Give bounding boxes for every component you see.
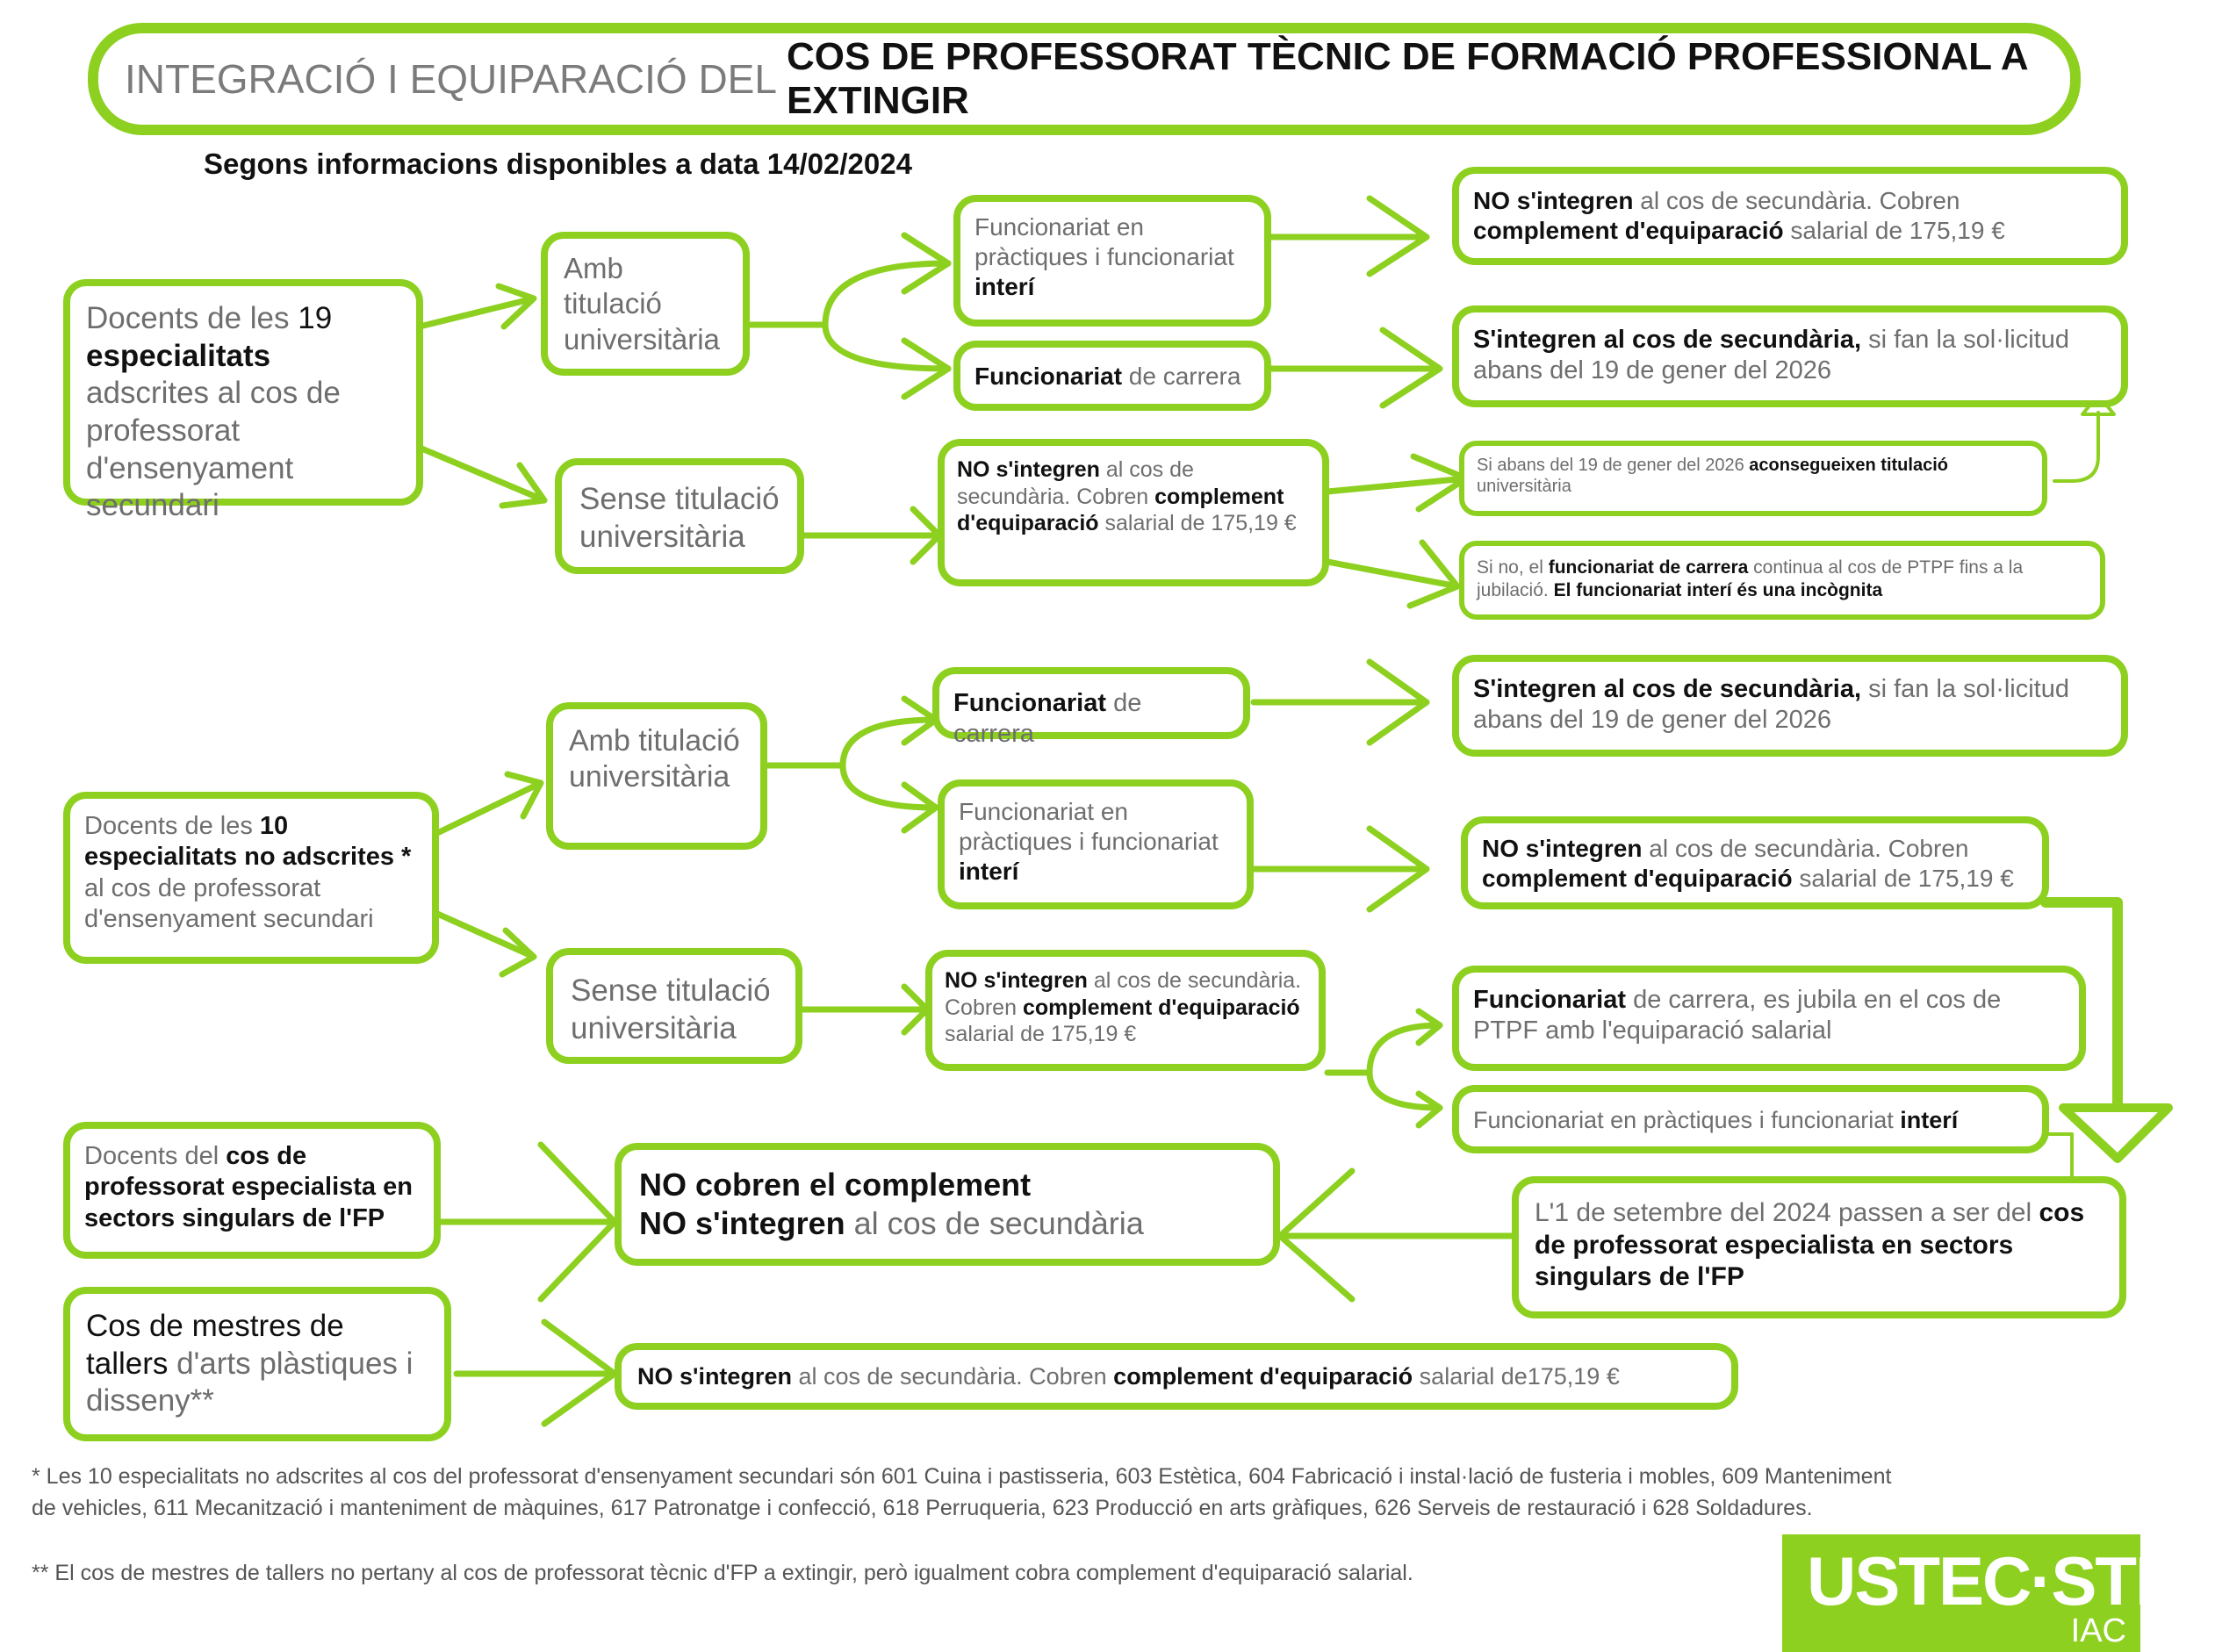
group-b-carrera-jubila bbox=[1452, 966, 2086, 1071]
group-a-amb-titulacio: Amb titulació universitària bbox=[541, 232, 750, 376]
text: complement d'equiparació bbox=[957, 484, 1284, 535]
text: El funcionariat interí és una incògnita bbox=[1553, 579, 1883, 600]
text: L'1 de setembre del 2024 passen a ser del bbox=[1535, 1198, 2039, 1227]
text: Funcionariat en pràctiques i funcionariat bbox=[959, 798, 1219, 856]
text: NO s'integren bbox=[639, 1204, 845, 1241]
arrow-a-return bbox=[2054, 413, 2098, 481]
group-b-source bbox=[63, 792, 439, 964]
text: NO s'integren bbox=[1473, 187, 1634, 214]
group-b-practiques-result bbox=[1461, 816, 2049, 909]
group-b-sense-result bbox=[925, 950, 1326, 1071]
text: Funcionariat bbox=[953, 689, 1107, 717]
no-cobren-line: NO cobren el complement bbox=[639, 1167, 1032, 1203]
text: si fan la sol·licitud abans del 19 de gener del 2026 bbox=[1473, 675, 2069, 735]
text: si fan la sol·licitud abans del 19 de gener del 2026 bbox=[1473, 326, 2069, 385]
text: al cos de secundària. Cobren bbox=[1633, 187, 1960, 214]
text: salarial de 175,19 € bbox=[1792, 865, 2014, 893]
text: Funcionariat bbox=[974, 363, 1123, 390]
text: salarial de175,19 € bbox=[1413, 1363, 1620, 1390]
text: NO s'integren bbox=[957, 457, 1100, 482]
group-b-carrera bbox=[932, 667, 1250, 749]
group-a-si-no bbox=[1459, 541, 2105, 620]
text: de carrera bbox=[1122, 363, 1241, 390]
text: complement d'equiparació bbox=[1113, 1363, 1413, 1390]
footnote-2: ** El cos de mestres de tallers no pertany al cos de professorat tècnic d'FP a extingir, però igualment cobra complement d'equiparació salarial. bbox=[32, 1561, 1413, 1585]
text: Cos de mestres de tallers bbox=[86, 1309, 344, 1381]
text: S'integren al cos de secundària, bbox=[1473, 675, 1862, 703]
group-a-sense-result bbox=[938, 439, 1329, 586]
no-integren-line bbox=[639, 1204, 1255, 1243]
text: NO s'integren bbox=[637, 1363, 792, 1390]
text: funcionariat de carrera bbox=[1548, 557, 1749, 578]
arrow-a-to-amb bbox=[420, 286, 534, 327]
text: Funcionariat en pràctiques i funcionariat bbox=[974, 213, 1234, 271]
arrow-b-sense-result bbox=[799, 987, 927, 1032]
text: 10 especialitats no adscrites * bbox=[84, 812, 412, 872]
group-b-practiques bbox=[938, 779, 1254, 909]
fork-b-amb bbox=[764, 720, 936, 808]
arrow-b-to-sense bbox=[435, 913, 534, 974]
group-b-carrera-result bbox=[1452, 655, 2128, 757]
text: al cos de secundària. Cobren bbox=[957, 457, 1194, 509]
text: interí bbox=[1900, 1107, 1959, 1133]
text: cos de professorat especialista en sectors singulars de l'FP bbox=[1535, 1198, 2085, 1292]
text: complement d'equiparació bbox=[1473, 217, 1784, 245]
group-c-result bbox=[615, 1143, 1280, 1266]
text: Si no, el bbox=[1477, 557, 1549, 578]
logo-sub: IAC bbox=[2070, 1612, 2126, 1649]
text: complement d'equiparació bbox=[1022, 995, 1300, 1020]
text: Si abans del 19 de gener del 2026 bbox=[1477, 456, 1750, 475]
ustec-logo bbox=[1782, 1534, 2215, 1652]
down-arrow-head bbox=[2063, 1108, 2168, 1159]
arrow-c-result bbox=[439, 1145, 615, 1299]
group-b-amb-titulacio: Amb titulació universitària bbox=[546, 702, 767, 850]
group-a-source bbox=[63, 279, 423, 523]
group-b-setembre bbox=[1512, 1176, 2126, 1318]
text: NO s'integren bbox=[945, 968, 1088, 993]
text: Docents del bbox=[84, 1142, 227, 1170]
subtitle-date: Segons informacions disponibles a data 14/02/2024 bbox=[204, 147, 912, 180]
text: Funcionariat en pràctiques i funcionariat bbox=[1473, 1107, 1901, 1133]
group-a-carrera bbox=[953, 341, 1271, 411]
text: al cos de secundària. Cobren bbox=[945, 968, 1302, 1020]
text: al cos de secundària. Cobren bbox=[1642, 835, 1969, 862]
text: cos de professorat especialista en sectors singulars de l'FP bbox=[84, 1142, 413, 1232]
title-banner bbox=[88, 23, 2081, 135]
text: salarial de 175,19 € bbox=[945, 1022, 1137, 1046]
group-c-source bbox=[63, 1122, 441, 1259]
group-a-sense-titulacio: Sense titulació universitària bbox=[555, 458, 804, 574]
arrow-a-si-no bbox=[1327, 542, 1457, 606]
text: de carrera bbox=[953, 689, 1142, 749]
text: al cos de secundària bbox=[845, 1204, 1144, 1241]
text: especialitats bbox=[86, 338, 271, 373]
group-a-practiques bbox=[953, 195, 1271, 327]
text: continua al cos de PTPF fins a la jubilació. bbox=[1477, 557, 2024, 600]
arrow-a-sense-result bbox=[803, 509, 939, 562]
text: al cos de professorat d'ensenyament secundari bbox=[84, 873, 374, 934]
text: Funcionariat bbox=[1473, 986, 1627, 1014]
text: interí bbox=[959, 858, 1019, 886]
text: aconsegueixen titulació bbox=[1749, 456, 1948, 475]
text: salarial de 175,19 € bbox=[1783, 217, 2005, 245]
group-a-carrera-result bbox=[1452, 305, 2128, 407]
text: salarial de 175,19 € bbox=[1098, 511, 1297, 535]
text: complement d'equiparació bbox=[1482, 865, 1793, 893]
group-d-result bbox=[615, 1343, 1738, 1410]
group-a-practiques-result bbox=[1452, 167, 2128, 265]
title-bold: COS DE PROFESSORAT TÈCNIC DE FORMACIÓ PROFESSIONAL A EXTINGIR bbox=[787, 35, 2027, 122]
arrow-b-to-amb bbox=[435, 774, 541, 834]
text: NO s'integren bbox=[1482, 835, 1643, 862]
group-a-si-abans bbox=[1459, 441, 2047, 516]
arrow-a-practiques-result bbox=[1271, 198, 1427, 274]
arrow-setembre-to-nocobren bbox=[1280, 1171, 1517, 1299]
text: Docents de les bbox=[86, 301, 298, 335]
arrow-d-result bbox=[457, 1322, 615, 1424]
text: al cos de secundària. Cobren bbox=[791, 1363, 1114, 1390]
text: de carrera, es jubila en el cos de PTPF amb l'equiparació salarial bbox=[1473, 986, 2002, 1045]
arrow-b-carrera-result bbox=[1254, 662, 1427, 743]
group-d-source bbox=[63, 1287, 451, 1441]
text: 19 bbox=[298, 301, 333, 335]
text: d'arts plàstiques i disseny** bbox=[86, 1346, 414, 1419]
group-b-practiques2 bbox=[1452, 1085, 2049, 1153]
arrow-a-si-abans bbox=[1327, 456, 1466, 509]
text: interí bbox=[974, 273, 1035, 301]
arrow-a-to-sense bbox=[420, 448, 544, 506]
text: universitària bbox=[1477, 477, 1571, 497]
group-b-sense-titulacio: Sense titulació universitària bbox=[546, 948, 802, 1064]
title-light: INTEGRACIÓ I EQUIPARACIÓ DEL bbox=[125, 56, 787, 102]
text: Docents de les bbox=[84, 812, 260, 840]
text: adscrites al cos de professorat d'ensenyament secundari bbox=[86, 376, 341, 523]
arrow-a-carrera-result bbox=[1271, 330, 1440, 406]
text: S'integren al cos de secundària, bbox=[1473, 326, 1862, 354]
footnote-1: * Les 10 especialitats no adscrites al cos del professorat d'ensenyament secundari són 601 Cuina i pastisseria, 603 Estètica, 604 Fabricació i instal·lació de fusteria i mobles, 609 Manteniment de vehicles, 611 Mecanització i manteniment de màquines, 617 Patronatge i confecció, 618 Perruqueria, 623 Producció en arts gràfiques, 626 Serveis de restauració i 628 Soldadures. bbox=[32, 1464, 1892, 1521]
arrow-b-practiques-result bbox=[1247, 829, 1427, 909]
logo-main: USTEC·STEs bbox=[1807, 1542, 2215, 1620]
